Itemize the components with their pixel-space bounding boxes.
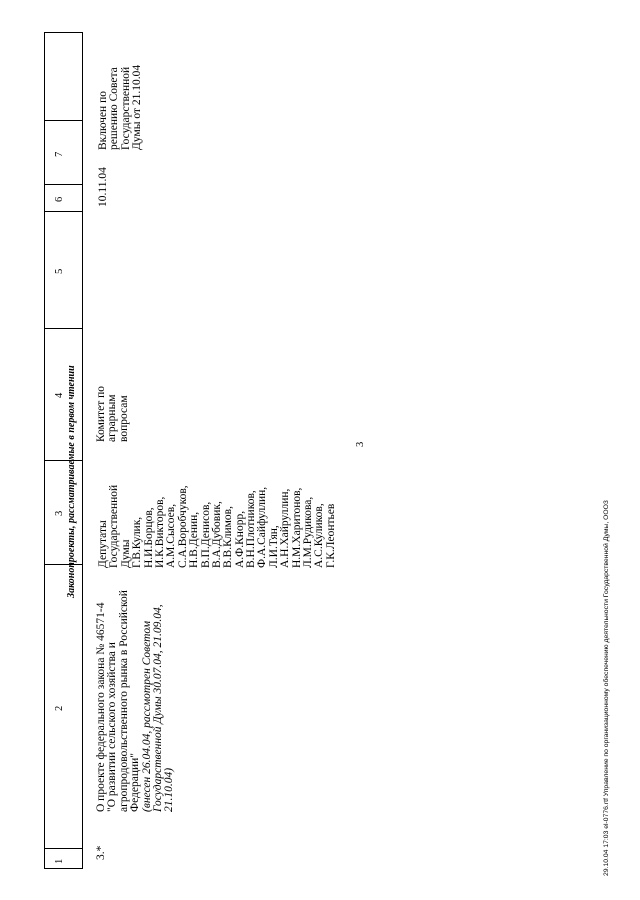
row-number-text: 3.* xyxy=(95,845,107,860)
note-line: Включен по xyxy=(97,91,109,150)
column-divider xyxy=(44,184,83,185)
law-note-line: (внесен 26.04.04, рассмотрен Советом xyxy=(140,620,153,812)
law-title-line: Федерации" xyxy=(129,752,142,812)
table-border-left xyxy=(44,32,45,868)
author-line: Л.И.Тян, xyxy=(267,525,280,568)
author-line: Н.В.Денин, xyxy=(188,511,201,568)
author-line: В.Н.Плотников, xyxy=(245,490,258,568)
column-number-2: 2 xyxy=(54,705,65,711)
law-title-line: агропродовольственного рынка в Российской xyxy=(117,590,130,812)
inclusion-note xyxy=(98,65,144,150)
row-number xyxy=(96,846,107,860)
column-divider xyxy=(44,564,83,565)
author-line: А.Н.Хайруллин, xyxy=(279,488,292,568)
committee-line: Комитет по xyxy=(95,386,107,442)
committee xyxy=(96,386,130,442)
author-line: Депутаты xyxy=(97,520,109,568)
column-number-4: 4 xyxy=(54,392,65,398)
authors-list xyxy=(98,485,337,568)
author-line: Г.В.Кулик, xyxy=(131,516,144,568)
column-divider xyxy=(44,848,83,849)
author-line: А.М.Сысоев, xyxy=(165,503,178,568)
consideration-date xyxy=(98,167,109,207)
law-title xyxy=(96,590,176,812)
table-border-right xyxy=(82,32,83,868)
author-line: Г.К.Леонтьев xyxy=(324,503,337,568)
author-line: И.К.Викторов, xyxy=(153,496,166,568)
author-line: А.С.Куликов, xyxy=(313,503,326,568)
author-line: Думы xyxy=(119,539,132,568)
law-title-line: О проекте федерального закона № 46571-4 xyxy=(95,602,107,812)
note-line: решению Совета xyxy=(108,67,121,150)
note-line: Государственной xyxy=(119,66,132,150)
committee-line: аграрным xyxy=(106,394,119,442)
column-divider xyxy=(44,460,83,461)
author-line: В.А.Дубовик, xyxy=(210,501,223,568)
author-line: В.П.Денисов, xyxy=(199,501,212,568)
committee-line: вопросам xyxy=(117,395,130,442)
column-number-3: 3 xyxy=(54,510,65,516)
footer-text: 29.10.04 17:03 el-0776.rtf Управление по организационному обеспечению деятельности Государственной Думы, ООО3 xyxy=(603,500,610,876)
law-title-line: "О развитии сельского хозяйства и xyxy=(106,642,119,812)
law-note-line: Государственной Думы 30.07.04, 21.09.04, xyxy=(151,604,164,812)
column-divider xyxy=(44,211,83,212)
table-border-top xyxy=(44,32,83,33)
author-line: А.Ф.Кнорр, xyxy=(233,510,246,568)
author-line: Н.М.Харитонов, xyxy=(290,487,303,568)
author-line: В.В.Климов, xyxy=(222,506,235,568)
table-border-bottom xyxy=(44,868,83,869)
law-note-line: 21.10.04) xyxy=(163,767,176,812)
section-title: Законопроекты, рассматриваемые в первом чтении xyxy=(66,365,77,598)
column-number-1: 1 xyxy=(54,858,65,864)
note-line: Думы от 21.10.04 xyxy=(131,64,144,150)
column-divider xyxy=(44,328,83,329)
author-line: Ф.А.Сайфуллин, xyxy=(256,486,269,568)
column-number-6: 6 xyxy=(54,196,65,202)
date-text: 10.11.04 xyxy=(97,167,109,207)
column-divider xyxy=(44,120,83,121)
column-number-7: 7 xyxy=(54,151,65,157)
page-number: 3 xyxy=(355,441,366,447)
author-line: Н.И.Борцов, xyxy=(142,507,155,568)
author-line: Л.М.Рудикова, xyxy=(302,496,315,568)
author-line: С.А.Воробчуков, xyxy=(176,485,189,568)
author-line: Государственной xyxy=(108,484,121,568)
column-number-5: 5 xyxy=(54,268,65,274)
